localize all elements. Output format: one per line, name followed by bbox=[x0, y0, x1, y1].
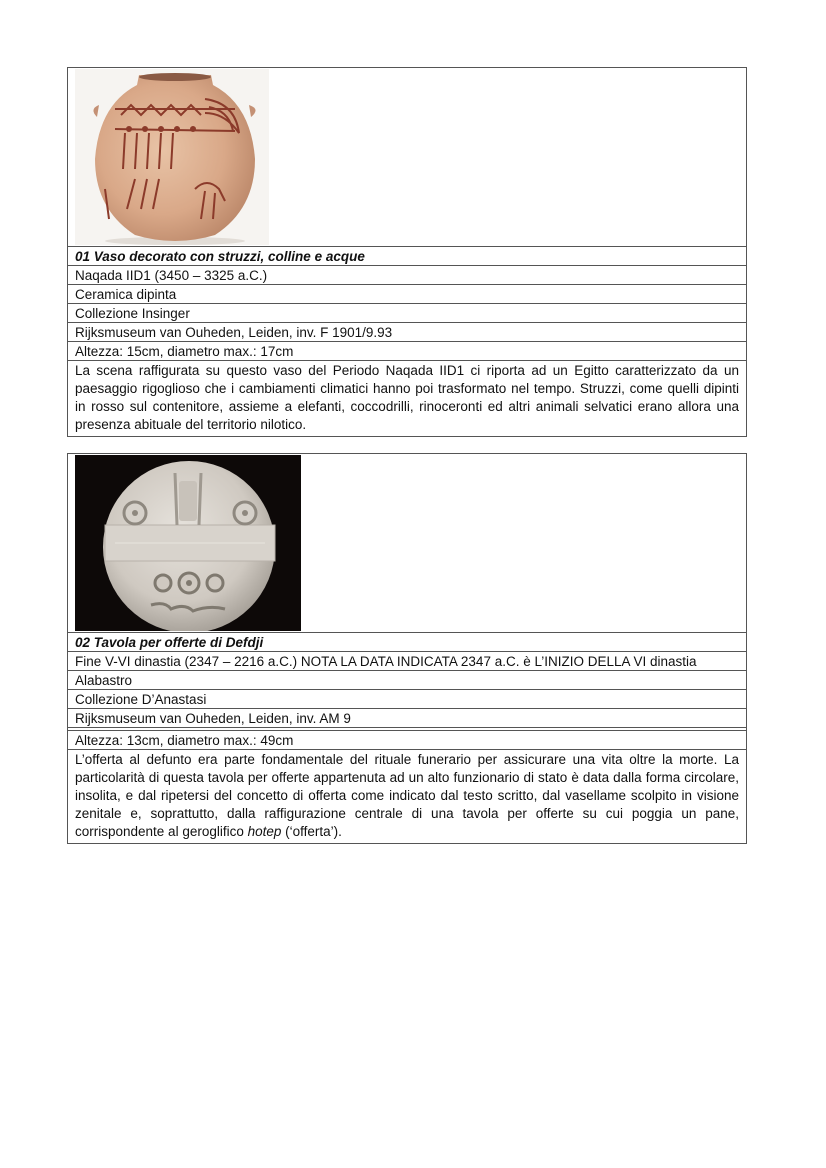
hieroglyph-term: hotep bbox=[247, 824, 282, 839]
description-text: L’offerta al defunto era parte fondamentale del rituale funerario per assicurare una vita oltre la morte. La particolarità di questa tavola per offerte appartenuta ad un alto funzionario di stato è data dalla forma circolare, insolita, e dal ripetersi del concetto di offerta come indicato dal testo scritto, dal vasellame scolpito in visione zenitale e, soprattutto, dalla raffigurazione centrale di una tavola per offerte su cui poggia un pane, corrispondente al geroglifico bbox=[75, 752, 739, 839]
offering-table-photo bbox=[75, 455, 301, 631]
artifact-material: Alabastro bbox=[68, 671, 746, 690]
artifact-dimensions: Altezza: 13cm, diametro max.: 49cm bbox=[68, 730, 746, 750]
artifact-collection: Collezione D’Anastasi bbox=[68, 690, 746, 709]
artifact-title: 01 Vaso decorato con struzzi, colline e acque bbox=[68, 247, 746, 266]
image-cell bbox=[68, 454, 746, 633]
artifact-dimensions: Altezza: 15cm, diametro max.: 17cm bbox=[68, 342, 746, 361]
artifact-card-01 bbox=[67, 67, 747, 437]
artifact-material: Ceramica dipinta bbox=[68, 285, 746, 304]
artifact-period: Naqada IID1 (3450 – 3325 a.C.) bbox=[68, 266, 746, 285]
image-cell bbox=[68, 68, 746, 247]
artifact-period: Fine V-VI dinastia (2347 – 2216 a.C.) NOTA LA DATA INDICATA 2347 a.C. è L’INIZIO DELLA VI dinastia bbox=[68, 652, 746, 671]
artifact-collection: Collezione Insinger bbox=[68, 304, 746, 323]
artifact-location: Rijksmuseum van Ouheden, Leiden, inv. AM 9 bbox=[68, 709, 746, 728]
description-text-end: (‘offerta’). bbox=[281, 824, 342, 839]
vase-photo bbox=[75, 69, 269, 245]
artifact-description: La scena raffigurata su questo vaso del Periodo Naqada IID1 ci riporta ad un Egitto caratterizzato da un paesaggio rigoglioso che i cambiamenti climatici hanno poi trasformato nel tempo. Struzzi, come quelli dipinti in rosso sul contenitore, assieme a elefanti, coccodrilli, rinoceronti ed altri animali selvatici erano allora una presenza abituale del territorio nilotico. bbox=[75, 363, 739, 432]
artifact-description bbox=[68, 750, 746, 843]
artifact-title: 02 Tavola per offerte di Defdji bbox=[68, 633, 746, 652]
artifact-card-02 bbox=[67, 453, 747, 844]
artifact-location: Rijksmuseum van Ouheden, Leiden, inv. F 1901/9.93 bbox=[68, 323, 746, 342]
